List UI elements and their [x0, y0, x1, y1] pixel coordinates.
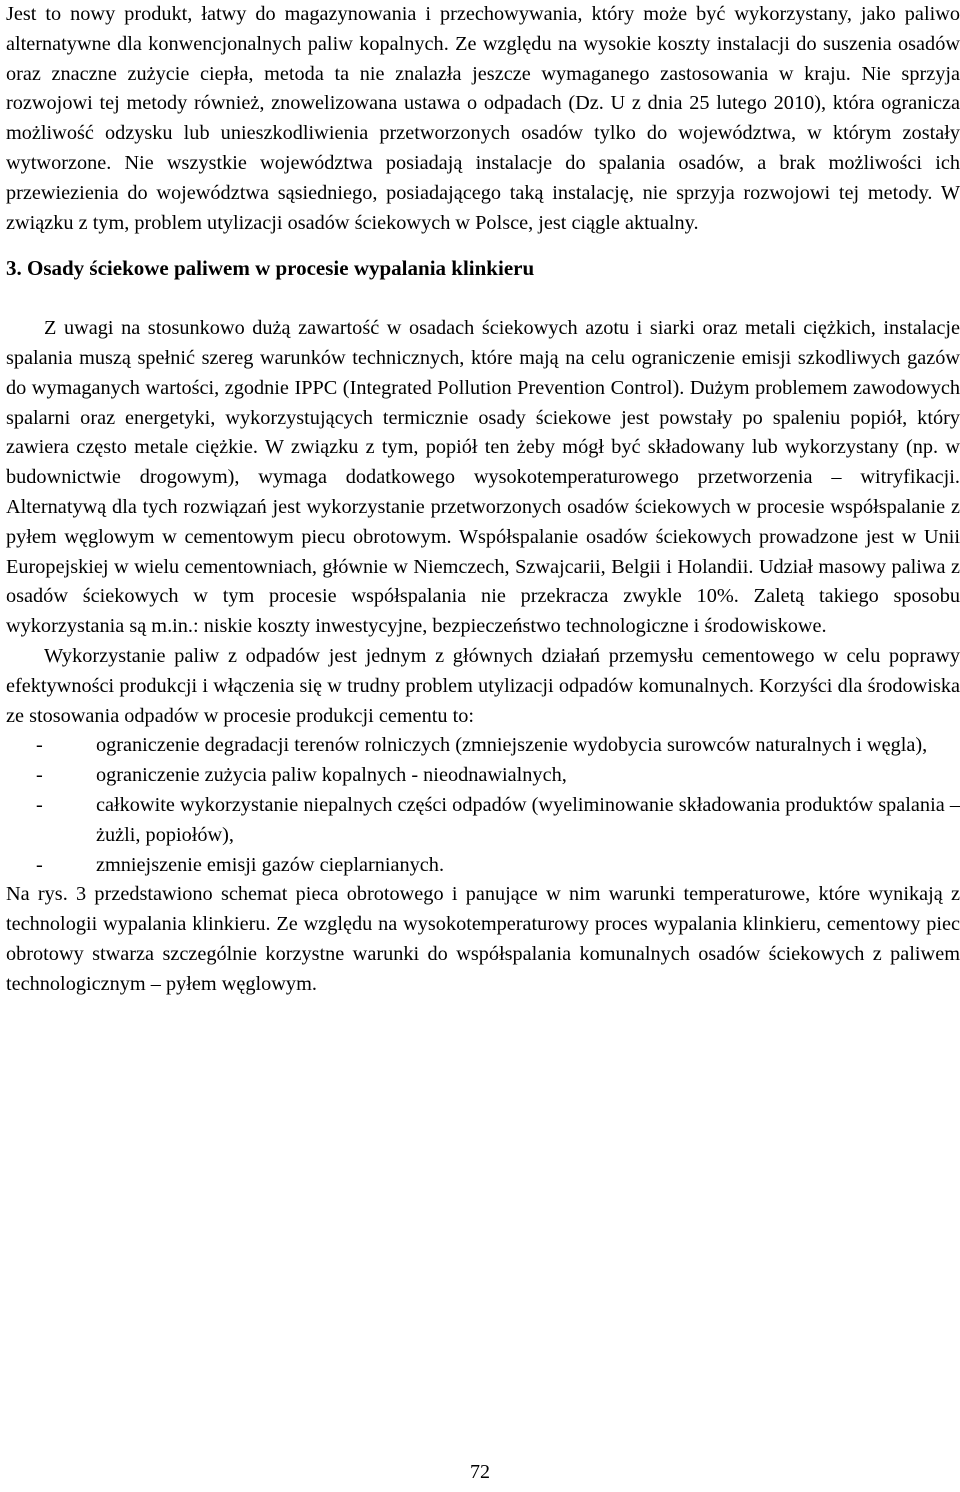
list-item [6, 791, 960, 851]
list-item-text: zmniejszenie emisji gazów cieplarnianych. [96, 853, 445, 876]
page-number: 72 [470, 1461, 490, 1483]
list-marker: - [36, 764, 43, 787]
heading-spacer [6, 284, 960, 314]
benefits-list [6, 731, 960, 880]
paragraph-kiln: Na rys. 3 przedstawiono schemat pieca obrotowego i panujące w nim warunki temperaturowe, które wynikają z technologii wypalania klinkieru. Ze względu na wysokotemperaturowy proces wypalania klinkieru, cementowy piec obrotowy stwarza szczególnie korzystne warunki do współspalania komunalnych osadów ściekowych z paliwem technologicznym – pyłem węglowym. [6, 883, 960, 995]
list-marker: - [36, 853, 43, 876]
paragraph-intro: Jest to nowy produkt, łatwy do magazynowania i przechowywania, który może być wykorzystany, jako paliwo alternatywne dla konwencjonalnych paliw kopalnych. Ze względu na wysokie koszty instalacji do suszenia osadów oraz znaczne zużycie ciepła, metoda ta nie znalazła jeszcze wymaganego zastosowania w kraju. Nie sprzyja rozwojowi tej metody również, znowelizowana ustawa o odpadach (Dz. U z dnia 25 lutego 2010), która ogranicza możliwość odzysku lub unieszkodliwienia przetworzonych osadów tylko do województwa, w którym zostały wytworzone. Nie wszystkie województwa posiadają instalacje do spalania osadów, a brak możliwości ich przewiezienia do województwa sąsiedniego, posiadającego taką instalację, nie sprzyja rozwojowi tej metody. W związku z tym, problem utylizacji osadów ściekowych w Polsce, jest ciągle aktualny. [6, 3, 960, 234]
paragraph-waste-fuels: Wykorzystanie paliw z odpadów jest jednym z głównych działań przemysłu cementowego w celu poprawy efektywności produkcji i włączenia się w trudny problem utylizacji odpadów komunalnych. Korzyści dla środowiska ze stosowania odpadów w procesie produkcji cementu to: [6, 644, 960, 727]
list-item-text: ograniczenie degradacji terenów rolniczych (zmniejszenie wydobycia surowców naturalnych i węgla), [96, 734, 928, 757]
list-item [6, 851, 960, 881]
list-item [6, 731, 960, 761]
document-page [6, 0, 960, 1000]
list-marker: - [36, 734, 43, 757]
section-heading: 3. Osady ściekowe paliwem w procesie wypalania klinkieru [6, 256, 535, 281]
list-item-text: całkowite wykorzystanie niepalnych części odpadów (wyeliminowanie składowania produktów spalania – żużli, popiołów), [96, 793, 960, 846]
list-item [6, 761, 960, 791]
list-marker: - [36, 793, 43, 816]
paragraph-combustion: Z uwagi na stosunkowo dużą zawartość w osadach ściekowych azotu i siarki oraz metali ciężkich, instalacje spalania muszą spełnić szereg warunków technicznych, które mają na celu ograniczenie emisji szkodliwych gazów do wymaganych wartości, zgodnie IPPC (Integrated Pollution Prevention Control). Dużym problemem zawodowych spalarni oraz energetyki, wykorzystujących termicznie osady ściekowe jest powstały po spaleniu popiół, który zawiera często metale ciężkie. W związku z tym, popiół ten żeby mógł być składowany lub wykorzystany (np. w budownictwie drogowym), wymaga dodatkowego wysokotemperaturowego przetworzenia – witryfikacji. Alternatywą dla tych rozwiązań jest wykorzystanie przetworzonych osadów ściekowych w procesie współspalanie z pyłem węglowym w cementowym piecu obrotowym. Współspalanie osadów ściekowych prowadzone jest w Unii Europejskiej w wielu cementowniach, głównie w Niemczech, Szwajcarii, Belgii i Holandii. Udział masowy paliwa z osadów ściekowych w tym procesie współspalania nie przekracza zwykle 10%. Zaletą takiego sposobu wykorzystania są m.in.: niskie koszty inwestycyjne, bezpieczeństwo technologiczne i środowiskowe. [6, 317, 960, 638]
list-item-text: ograniczenie zużycia paliw kopalnych - nieodnawialnych, [96, 764, 567, 787]
